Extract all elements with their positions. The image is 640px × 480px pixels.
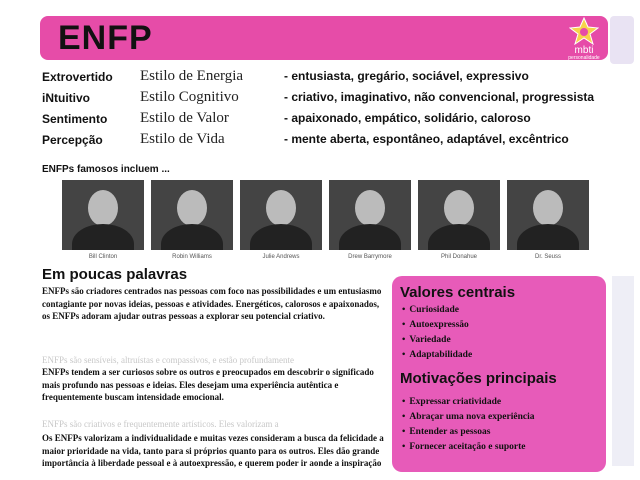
trait-style: Estilo Cognitivo [140,89,239,105]
person-photo [151,180,233,250]
trait-row-value [42,110,632,130]
summary-paragraph: ENFPs são criadores centrados nas pessoas com foco nas possibilidades e um entusiasmo contagiante por novas ideias, pessoas e atividades. Energéticos, calorosos e apaixonados, os ENFPs adoram ajudar outras pessoas a explorar seu potencial criativo. [42,286,382,321]
page-title: ENFP [58,19,153,57]
values-item: • Adaptabilidade [402,350,473,360]
motivations-item: • Abraçar uma nova experiência [402,412,535,422]
next-page-edge [610,16,634,64]
person-photo [240,180,322,250]
person-photo [418,180,500,250]
values-item: • Variedade [402,335,451,345]
trait-style: Estilo de Vida [140,131,225,147]
values-item: • Autoexpressão [402,320,469,330]
person-photo [507,180,589,250]
trait-row-energy [42,68,632,88]
motivations-heading: Motivações principais [400,370,557,387]
summary-paragraph: Os ENFPs valorizam a individualidade e muitas vezes consideram a busca da felicidade a maior prioridade na vida, tanto para si próprios quanto para os outros. Eles dão grande importância à liberdade pessoal e à autoexpressão, e querem poder ir aonde a inspiração [42,433,384,468]
motivations-item: • Expressar criatividade [402,397,502,407]
faded-text: ENFPs são sensíveis, altruístas e compassivos, e estão profundamente [42,355,294,365]
motivations-item: • Entender as pessoas [402,427,491,437]
trait-description: - mente aberta, espontâneo, adaptável, excêntrico [284,132,569,146]
trait-style: Estilo de Valor [140,110,229,126]
faded-text: ENFPs são criativos e frequentemente artísticos. Eles valorizam a [42,419,279,429]
motivations-item: • Fornecer aceitação e suporte [402,442,526,452]
person-caption: Robin Williams [172,254,212,260]
logo-subtext: personalidade [568,55,600,61]
person-caption: Julie Andrews [262,254,300,260]
person-photo [62,180,144,250]
person-caption: Phil Donahue [440,254,478,260]
trait-name: Percepção [42,133,103,147]
person-caption: Bill Clinton [88,254,118,260]
star-logo-icon [569,17,599,45]
summary-heading: Em poucas palavras [42,266,188,283]
trait-name: Sentimento [42,112,108,126]
trait-name: iNtuitivo [42,91,90,105]
trait-description: - apaixonado, empático, solidário, caloroso [284,111,531,125]
trait-name: Extrovertido [42,70,113,84]
person-caption: Drew Barrymore [348,254,392,260]
trait-description: - entusiasta, gregário, sociável, expressivo [284,69,529,83]
values-item: • Curiosidade [402,305,459,315]
person-photo [329,180,411,250]
trait-style: Estilo de Energia [140,68,244,84]
trait-description: - criativo, imaginativo, não convencional, progressista [284,90,595,104]
values-heading: Valores centrais [400,284,516,301]
famous-heading: ENFPs famosos incluem ... [42,164,170,175]
person-caption: Dr. Seuss [534,254,561,260]
next-page-edge-lower [612,276,634,466]
trait-row-life [42,131,632,151]
mbti-logo [566,17,602,59]
logo-text: mbti [574,45,594,56]
summary-paragraph: ENFPs tendem a ser curiosos sobre os outros e preocupados em descobrir o significado mais profundo nas pessoas e ideias. Eles desejam uma experiência autêntica e frequentemente buscam intensidade emocional. [42,367,374,402]
trait-row-cognitive [42,89,632,109]
